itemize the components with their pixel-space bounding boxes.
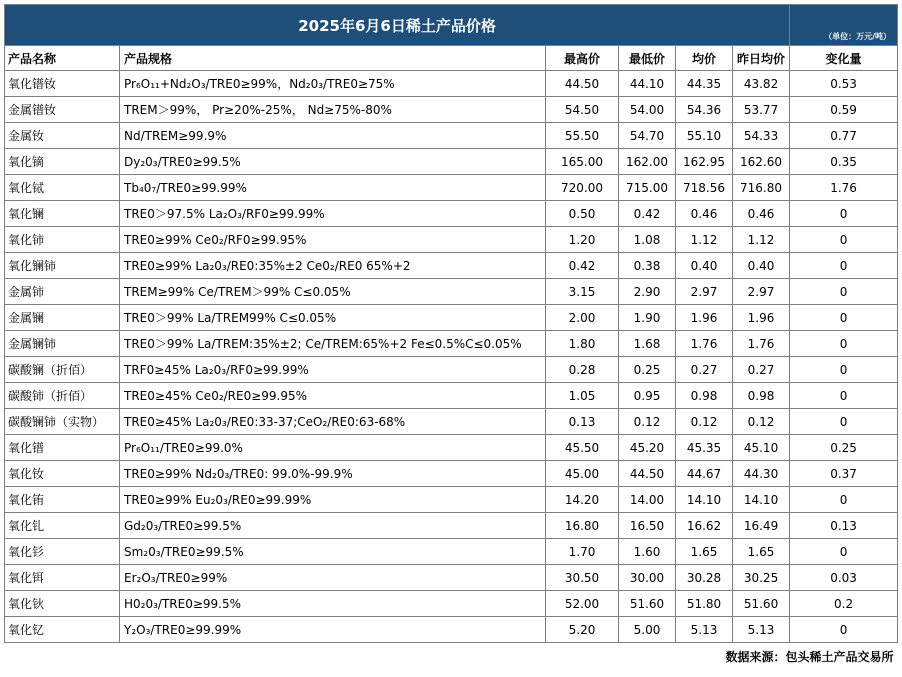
table-row bbox=[5, 149, 898, 175]
table-row bbox=[5, 513, 898, 539]
price-high: 55.50 bbox=[546, 123, 619, 149]
product-name: 碳酸镧铈（实物） bbox=[5, 409, 120, 435]
price-high: 45.50 bbox=[546, 435, 619, 461]
price-change: 0 bbox=[790, 201, 898, 227]
price-high: 14.20 bbox=[546, 487, 619, 513]
table-row bbox=[5, 539, 898, 565]
price-change: 0.59 bbox=[790, 97, 898, 123]
price-avg: 55.10 bbox=[676, 123, 733, 149]
price-high: 0.42 bbox=[546, 253, 619, 279]
price-change: 0 bbox=[790, 227, 898, 253]
price-avg: 0.98 bbox=[676, 383, 733, 409]
price-high: 16.80 bbox=[546, 513, 619, 539]
table-row bbox=[5, 487, 898, 513]
product-spec: TRE0≥99% La₂0₃/RE0:35%±2 Ce0₂/RE0 65%+2 bbox=[120, 253, 546, 279]
price-low: 1.90 bbox=[619, 305, 676, 331]
price-avg: 44.35 bbox=[676, 71, 733, 97]
price-change: 0 bbox=[790, 357, 898, 383]
price-low: 51.60 bbox=[619, 591, 676, 617]
price-low: 30.00 bbox=[619, 565, 676, 591]
table-row bbox=[5, 97, 898, 123]
header-low: 最低价 bbox=[619, 46, 676, 71]
price-table bbox=[4, 4, 898, 670]
price-avg: 51.80 bbox=[676, 591, 733, 617]
price-avg: 1.76 bbox=[676, 331, 733, 357]
price-avg: 30.28 bbox=[676, 565, 733, 591]
price-avg: 2.97 bbox=[676, 279, 733, 305]
price-low: 2.90 bbox=[619, 279, 676, 305]
price-avg: 54.36 bbox=[676, 97, 733, 123]
header-spec: 产品规格 bbox=[120, 46, 546, 71]
price-prev-avg: 53.77 bbox=[733, 97, 790, 123]
product-name: 氧化铈 bbox=[5, 227, 120, 253]
table-row bbox=[5, 565, 898, 591]
price-high: 54.50 bbox=[546, 97, 619, 123]
price-high: 44.50 bbox=[546, 71, 619, 97]
price-avg: 0.46 bbox=[676, 201, 733, 227]
product-spec: TRE0≥45% Ce0₂/RE0≥99.95% bbox=[120, 383, 546, 409]
header-change: 变化量 bbox=[790, 46, 898, 71]
price-high: 45.00 bbox=[546, 461, 619, 487]
unit-label: （单位：万元/吨） bbox=[790, 5, 898, 46]
price-prev-avg: 51.60 bbox=[733, 591, 790, 617]
price-change: 0 bbox=[790, 383, 898, 409]
price-high: 1.80 bbox=[546, 331, 619, 357]
price-low: 1.08 bbox=[619, 227, 676, 253]
price-low: 0.38 bbox=[619, 253, 676, 279]
product-spec: Sm₂0₃/TRE0≥99.5% bbox=[120, 539, 546, 565]
product-name: 碳酸铈（折佰） bbox=[5, 383, 120, 409]
price-change: 0.53 bbox=[790, 71, 898, 97]
price-high: 2.00 bbox=[546, 305, 619, 331]
header-name: 产品名称 bbox=[5, 46, 120, 71]
price-high: 165.00 bbox=[546, 149, 619, 175]
product-spec: TRE0≥99% Ce0₂/RF0≥99.95% bbox=[120, 227, 546, 253]
price-prev-avg: 0.40 bbox=[733, 253, 790, 279]
price-change: 0 bbox=[790, 305, 898, 331]
price-low: 162.00 bbox=[619, 149, 676, 175]
price-high: 52.00 bbox=[546, 591, 619, 617]
price-low: 54.70 bbox=[619, 123, 676, 149]
product-spec: Er₂O₃/TRE0≥99% bbox=[120, 565, 546, 591]
price-avg: 14.10 bbox=[676, 487, 733, 513]
price-high: 3.15 bbox=[546, 279, 619, 305]
table-row bbox=[5, 279, 898, 305]
table-row bbox=[5, 305, 898, 331]
price-high: 0.50 bbox=[546, 201, 619, 227]
product-name: 氧化镨 bbox=[5, 435, 120, 461]
price-low: 715.00 bbox=[619, 175, 676, 201]
price-avg: 0.12 bbox=[676, 409, 733, 435]
price-high: 0.28 bbox=[546, 357, 619, 383]
price-low: 0.95 bbox=[619, 383, 676, 409]
price-prev-avg: 2.97 bbox=[733, 279, 790, 305]
table-row bbox=[5, 435, 898, 461]
price-change: 0.37 bbox=[790, 461, 898, 487]
product-name: 氧化钇 bbox=[5, 617, 120, 643]
price-prev-avg: 30.25 bbox=[733, 565, 790, 591]
product-name: 氧化钬 bbox=[5, 591, 120, 617]
price-change: 0 bbox=[790, 487, 898, 513]
product-name: 氧化钆 bbox=[5, 513, 120, 539]
table-row bbox=[5, 253, 898, 279]
price-sheet bbox=[4, 4, 897, 670]
price-change: 0.03 bbox=[790, 565, 898, 591]
table-row bbox=[5, 123, 898, 149]
product-spec: Dy₂0₃/TRE0≥99.5% bbox=[120, 149, 546, 175]
product-name: 氧化钐 bbox=[5, 539, 120, 565]
table-row bbox=[5, 409, 898, 435]
table-row bbox=[5, 383, 898, 409]
price-low: 0.42 bbox=[619, 201, 676, 227]
price-low: 5.00 bbox=[619, 617, 676, 643]
product-spec: TRE0≥99% Nd₂0₃/TRE0: 99.0%-99.9% bbox=[120, 461, 546, 487]
price-change: 0 bbox=[790, 539, 898, 565]
price-high: 30.50 bbox=[546, 565, 619, 591]
price-avg: 1.12 bbox=[676, 227, 733, 253]
price-prev-avg: 162.60 bbox=[733, 149, 790, 175]
price-low: 44.50 bbox=[619, 461, 676, 487]
product-name: 氧化铕 bbox=[5, 487, 120, 513]
price-change: 0.77 bbox=[790, 123, 898, 149]
product-spec: Y₂O₃/TRE0≥99.99% bbox=[120, 617, 546, 643]
table-row bbox=[5, 617, 898, 643]
price-prev-avg: 54.33 bbox=[733, 123, 790, 149]
product-name: 金属镧 bbox=[5, 305, 120, 331]
price-low: 16.50 bbox=[619, 513, 676, 539]
data-source: 数据来源：包头稀土产品交易所 bbox=[5, 643, 898, 671]
price-low: 1.60 bbox=[619, 539, 676, 565]
product-name: 氧化钕 bbox=[5, 461, 120, 487]
product-spec: Tb₄0₇/TRE0≥99.99% bbox=[120, 175, 546, 201]
price-change: 0 bbox=[790, 617, 898, 643]
price-prev-avg: 1.96 bbox=[733, 305, 790, 331]
price-high: 0.13 bbox=[546, 409, 619, 435]
product-spec: Pr₆O₁₁/TRE0≥99.0% bbox=[120, 435, 546, 461]
price-avg: 162.95 bbox=[676, 149, 733, 175]
price-change: 0 bbox=[790, 409, 898, 435]
table-row bbox=[5, 71, 898, 97]
price-prev-avg: 43.82 bbox=[733, 71, 790, 97]
product-spec: H0₂0₃/TRE0≥99.5% bbox=[120, 591, 546, 617]
price-prev-avg: 0.46 bbox=[733, 201, 790, 227]
product-name: 氧化铒 bbox=[5, 565, 120, 591]
price-low: 0.12 bbox=[619, 409, 676, 435]
price-prev-avg: 1.12 bbox=[733, 227, 790, 253]
price-prev-avg: 0.98 bbox=[733, 383, 790, 409]
price-prev-avg: 44.30 bbox=[733, 461, 790, 487]
price-low: 45.20 bbox=[619, 435, 676, 461]
product-name: 氧化镨钕 bbox=[5, 71, 120, 97]
table-row bbox=[5, 227, 898, 253]
price-prev-avg: 0.12 bbox=[733, 409, 790, 435]
product-spec: TRE0＞99% La/TREM99% C≤0.05% bbox=[120, 305, 546, 331]
table-row bbox=[5, 591, 898, 617]
price-high: 1.05 bbox=[546, 383, 619, 409]
price-change: 0 bbox=[790, 331, 898, 357]
product-name: 氧化镧 bbox=[5, 201, 120, 227]
product-name: 金属钕 bbox=[5, 123, 120, 149]
price-high: 720.00 bbox=[546, 175, 619, 201]
header-high: 最高价 bbox=[546, 46, 619, 71]
price-avg: 44.67 bbox=[676, 461, 733, 487]
price-prev-avg: 16.49 bbox=[733, 513, 790, 539]
price-change: 1.76 bbox=[790, 175, 898, 201]
product-spec: TREM＞99%， Pr≥20%-25%， Nd≥75%-80% bbox=[120, 97, 546, 123]
header-row bbox=[5, 46, 898, 71]
price-prev-avg: 1.76 bbox=[733, 331, 790, 357]
product-name: 金属镨钕 bbox=[5, 97, 120, 123]
header-prev: 昨日均价 bbox=[733, 46, 790, 71]
price-change: 0 bbox=[790, 279, 898, 305]
price-prev-avg: 0.27 bbox=[733, 357, 790, 383]
product-name: 金属镧铈 bbox=[5, 331, 120, 357]
price-change: 0.25 bbox=[790, 435, 898, 461]
product-spec: Nd/TREM≥99.9% bbox=[120, 123, 546, 149]
product-spec: TRE0＞97.5% La₂O₃/RF0≥99.99% bbox=[120, 201, 546, 227]
price-avg: 718.56 bbox=[676, 175, 733, 201]
price-low: 44.10 bbox=[619, 71, 676, 97]
table-row bbox=[5, 175, 898, 201]
table-row bbox=[5, 357, 898, 383]
price-low: 54.00 bbox=[619, 97, 676, 123]
footer-row bbox=[5, 643, 898, 671]
header-avg: 均价 bbox=[676, 46, 733, 71]
product-name: 碳酸镧（折佰） bbox=[5, 357, 120, 383]
price-avg: 0.40 bbox=[676, 253, 733, 279]
table-row bbox=[5, 201, 898, 227]
price-change: 0.35 bbox=[790, 149, 898, 175]
product-spec: Gd₂0₃/TRE0≥99.5% bbox=[120, 513, 546, 539]
product-name: 氧化镝 bbox=[5, 149, 120, 175]
page-title: 2025年6月6日稀土产品价格 bbox=[5, 5, 790, 46]
product-spec: TRE0≥45% La₂0₃/RE0:33-37;CeO₂/RE0:63-68% bbox=[120, 409, 546, 435]
price-change: 0.13 bbox=[790, 513, 898, 539]
price-change: 0 bbox=[790, 253, 898, 279]
price-avg: 45.35 bbox=[676, 435, 733, 461]
price-avg: 1.65 bbox=[676, 539, 733, 565]
price-low: 1.68 bbox=[619, 331, 676, 357]
price-high: 1.70 bbox=[546, 539, 619, 565]
price-low: 0.25 bbox=[619, 357, 676, 383]
price-change: 0.2 bbox=[790, 591, 898, 617]
product-spec: Pr₆O₁₁+Nd₂O₃/TRE0≥99%，Nd₂0₃/TRE0≥75% bbox=[120, 71, 546, 97]
price-high: 1.20 bbox=[546, 227, 619, 253]
price-prev-avg: 1.65 bbox=[733, 539, 790, 565]
price-prev-avg: 14.10 bbox=[733, 487, 790, 513]
product-spec: TREM≥99% Ce/TREM＞99% C≤0.05% bbox=[120, 279, 546, 305]
price-avg: 0.27 bbox=[676, 357, 733, 383]
product-name: 金属铈 bbox=[5, 279, 120, 305]
price-avg: 5.13 bbox=[676, 617, 733, 643]
price-avg: 16.62 bbox=[676, 513, 733, 539]
price-prev-avg: 5.13 bbox=[733, 617, 790, 643]
price-avg: 1.96 bbox=[676, 305, 733, 331]
product-spec: TRF0≥45% La₂0₃/RF0≥99.99% bbox=[120, 357, 546, 383]
table-row bbox=[5, 331, 898, 357]
price-prev-avg: 45.10 bbox=[733, 435, 790, 461]
product-name: 氧化铽 bbox=[5, 175, 120, 201]
table-row bbox=[5, 461, 898, 487]
price-high: 5.20 bbox=[546, 617, 619, 643]
price-prev-avg: 716.80 bbox=[733, 175, 790, 201]
product-spec: TRE0＞99% La/TREM:35%±2; Ce/TREM:65%+2 Fe≤0.5%C≤0.05% bbox=[120, 331, 546, 357]
product-name: 氧化镧铈 bbox=[5, 253, 120, 279]
product-spec: TRE0≥99% Eu₂0₃/RE0≥99.99% bbox=[120, 487, 546, 513]
price-low: 14.00 bbox=[619, 487, 676, 513]
